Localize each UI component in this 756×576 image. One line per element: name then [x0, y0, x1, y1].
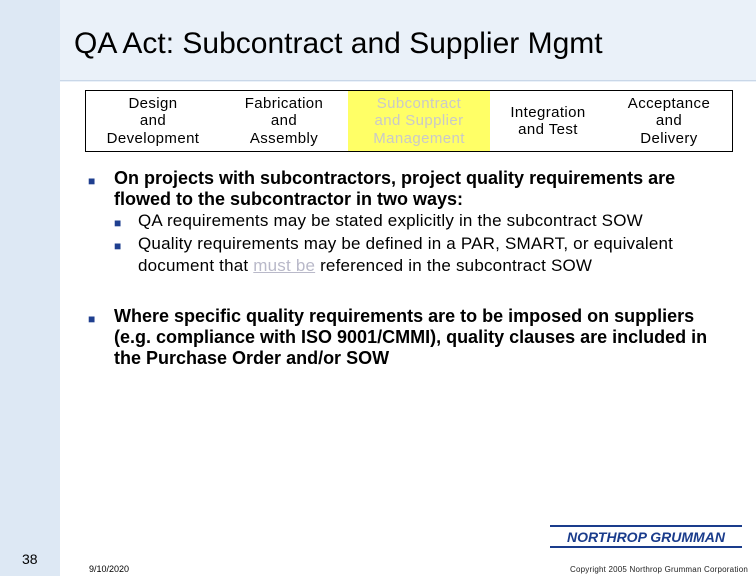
sub-bullet-text: Quality requirements may be defined in a PAR, SMART, or equivalent document that — [138, 233, 674, 275]
step-line: Delivery — [640, 129, 698, 147]
step-line: and — [270, 112, 298, 130]
logo-top-rule — [550, 525, 742, 527]
bullet-text: On projects with subcontractors, project quality requirements are flowed to the subcontractor in two ways: — [114, 168, 676, 209]
bullet-marker-icon: ■ — [88, 311, 96, 326]
step-line: Management — [373, 129, 465, 147]
step-line: and — [655, 112, 683, 130]
step-line: and Supplier — [374, 112, 464, 130]
bullet-marker-icon: ■ — [114, 238, 122, 253]
step-line: Integration — [510, 103, 586, 121]
bullet-list — [86, 168, 736, 369]
slide-title: QA Act: Subcontract and Supplier Mgmt — [74, 27, 603, 60]
step-line: and — [139, 112, 167, 130]
sub-bullet-text: QA requirements may be stated explicitly in the subcontract SOW — [138, 211, 643, 230]
left-accent-bar — [0, 0, 60, 576]
bullet-item — [86, 306, 736, 369]
process-step-acceptance — [606, 91, 732, 151]
step-line: Fabrication — [244, 94, 324, 112]
bullet-marker-icon: ■ — [114, 216, 122, 230]
process-step-fabrication — [220, 91, 348, 151]
step-line: Development — [106, 129, 200, 147]
bullet-marker-icon: ■ — [88, 174, 96, 188]
step-line: and Test — [518, 121, 578, 138]
slide-number: 38 — [22, 551, 38, 567]
slide-date: 9/10/2020 — [89, 564, 130, 574]
logo-bottom-rule — [550, 546, 742, 548]
bullet-item — [86, 168, 736, 210]
step-line: Assembly — [249, 129, 319, 147]
process-step-design — [86, 91, 220, 151]
emphasis-text: must be — [253, 256, 316, 275]
sub-bullet-text: referenced in the subcontract SOW — [315, 256, 593, 275]
sub-bullet-item — [86, 233, 736, 278]
step-line: Design — [128, 94, 178, 112]
step-line: Subcontract — [376, 94, 462, 112]
northrop-grumman-logo — [548, 525, 744, 549]
title-divider — [60, 80, 756, 81]
logo-text: NORTHROP GRUMMAN — [567, 529, 725, 545]
bullet-text: Where specific quality requirements are to be imposed on suppliers (e.g. compliance with ISO 9001/CMMI), quality clauses are included in the Purchase Order and/or SOW — [114, 305, 708, 368]
step-line: Acceptance — [627, 94, 711, 112]
sub-bullet-item — [86, 210, 736, 233]
process-step-subcontract-active — [348, 91, 490, 151]
process-strip — [85, 90, 733, 152]
copyright-notice: Copyright 2005 Northrop Grumman Corporation — [570, 565, 749, 574]
process-step-integration — [490, 91, 606, 151]
